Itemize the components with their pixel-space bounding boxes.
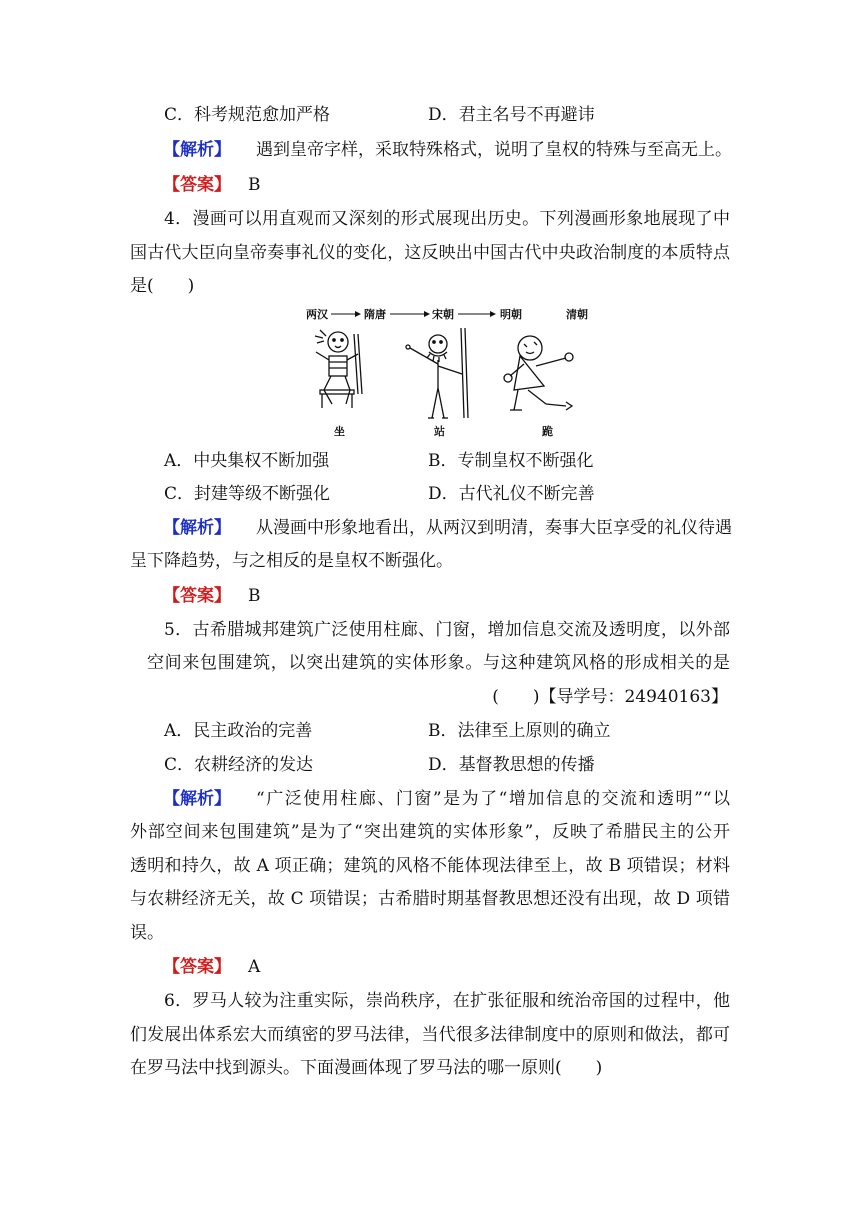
q4-option-a: A．中央集权不断加强 [164,451,330,471]
q3-option-d: D．君主名号不再避讳 [428,105,595,125]
sitting-official-figure [315,330,362,408]
q3-analysis-text: 遇到皇帝字样，采取特殊格式，说明了皇权的特殊与至高无上。 [256,140,732,160]
q5-answer-tag: 【答案】 [163,957,231,977]
q5-option-d: D．基督教思想的传播 [428,755,595,775]
q3-answer-tag: 【答案】 [163,175,231,195]
stage-label-2: 隋唐 [364,308,386,321]
q3-option-c: C．科考规范愈加严格 [164,105,331,125]
posture-label-stand: 站 [434,425,445,438]
stage-label-4: 明朝 [500,308,522,321]
stage-label-5: 清朝 [566,308,588,321]
q5-answer-value: A [248,957,261,977]
q4-option-b: B．专制皇权不断强化 [428,451,594,471]
q3-answer-value: B [248,175,261,195]
posture-label-sit: 坐 [334,425,345,438]
q5-option-b: B．法律至上原则的确立 [428,721,611,741]
q5-option-a: A．民主政治的完善 [164,721,313,741]
q4-answer-value: B [248,586,261,606]
posture-label-kneel: 跪 [542,425,553,438]
stage-label-1: 两汉 [306,308,328,321]
q4-option-c: C．封建等级不断强化 [164,484,331,504]
stage-label-3: 宋朝 [432,308,454,321]
q5-analysis-tag: 【解析】 [163,789,231,809]
q4-option-d: D．古代礼仪不断完善 [428,484,595,504]
kneeling-official-figure [504,336,573,410]
q4-answer-tag: 【答案】 [163,586,231,606]
q5-option-c: C．农耕经济的发达 [164,755,314,775]
standing-official-figure [406,328,468,418]
q5-guide-number: ( )【导学号：24940163】 [492,687,728,707]
document-page: C．科考规范愈加严格 D．君主名号不再避讳 【解析】 遇到皇帝字样，采取特殊格式，说明了皇权的特殊与至高无上。 【答案】 B 4．漫画可以用直观而又深刻的形式展现出历史。下列漫画形象地展现了中 国古代大臣向皇帝奏事礼仪的变化，这反映出中国古代中央政治制度的本质特点 是( ) 两汉 隋唐 宋朝 明朝 清朝 坐 站 跪 A．中央集权不断加强 B．专制皇权不断强化 C．封建等级不断强化 D．古代礼仪不断完善 【解析】 从漫画中形象地看出，从两汉到明清，奏事大臣享受的礼仪待遇 呈下降趋势，与之相反的是皇权不断强化。 【答案】 B 5．古希腊城邦建筑广泛使用柱廊、门窗，增加信息交流及透明度，以外部 空间来包围建筑，以突出建筑的实体形象。与这种建筑风格的形成相关的是 ( )【导学号：24940163】 A．民主政治的完善 B．法律至上原则的确立 C．农耕经济的发达 D．基督教思想的传播 【解析】 “广泛使用柱廊、门窗”是为了“增加信息的交流和透明”“以 外部空间来包围建筑”是为了“突出建筑的实体形象”，反映了希腊民主的公开 透明和持久，故 A 项正确；建筑的风格不能体现法律至上，故 B 项错误；材料 与农耕经济无关，故 C 项错误；古希腊时期基督教思想还没有出现，故 D 项错 误。 【答案】 A 6．罗马人较为注重实际，崇尚秩序，在扩张征服和统治帝国的过程中，他 们发展出体系宏大而缜密的罗马法律，当代很多法律制度中的原则和做法，都可 在罗马法中找到源头。下面漫画体现了罗马法的哪一原则( ) [130,105,732,1078]
etiquette-cartoon [298,304,598,440]
q3-analysis-tag: 【解析】 [163,140,231,160]
q4-analysis-tag: 【解析】 [163,518,231,538]
